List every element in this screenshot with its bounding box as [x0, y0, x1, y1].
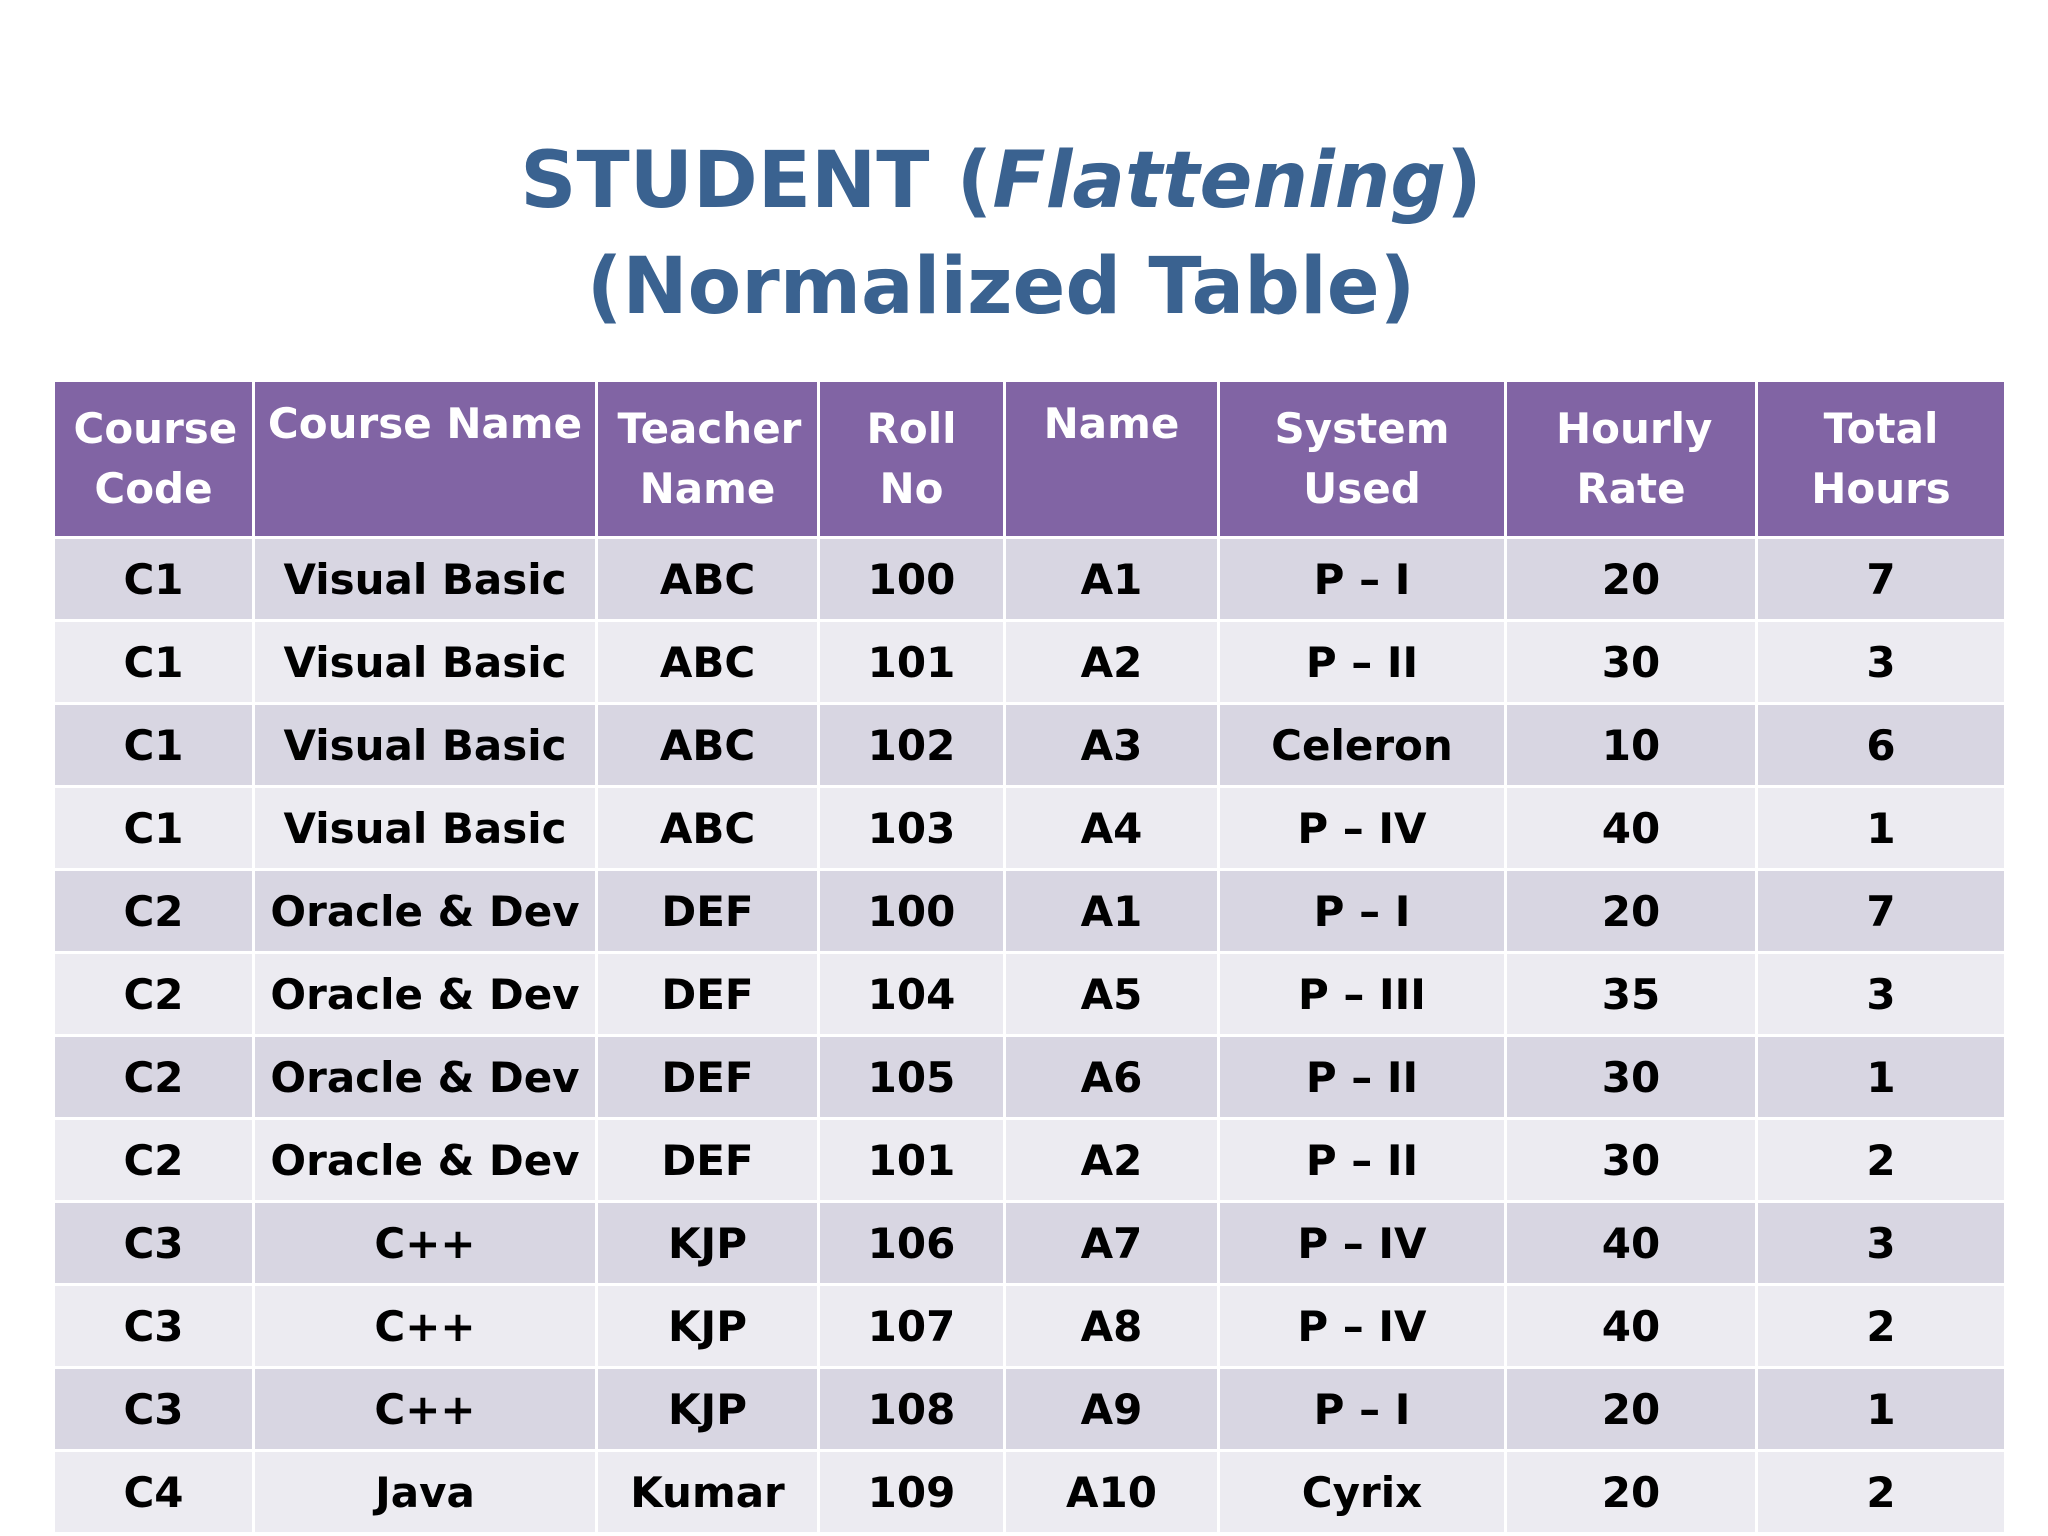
cell-course-name: Oracle & Dev	[254, 1119, 597, 1202]
cell-course-code: C2	[54, 870, 254, 953]
cell-name: A7	[1005, 1202, 1219, 1285]
cell-hourly-rate: 10	[1506, 704, 1757, 787]
cell-teacher-name: ABC	[597, 787, 819, 870]
cell-name: A8	[1005, 1285, 1219, 1368]
cell-course-name: Visual Basic	[254, 704, 597, 787]
cell-system-used: P – II	[1219, 1036, 1506, 1119]
header-course-name: Course Name	[254, 381, 597, 538]
cell-course-name: Java	[254, 1451, 597, 1534]
cell-roll-no: 101	[819, 1119, 1005, 1202]
cell-course-code: C4	[54, 1451, 254, 1534]
table-row	[54, 621, 2006, 704]
cell-name: A9	[1005, 1368, 1219, 1451]
table-row	[54, 1119, 2006, 1202]
table-row	[54, 787, 2006, 870]
cell-name: A4	[1005, 787, 1219, 870]
cell-course-name: Oracle & Dev	[254, 953, 597, 1036]
table-row	[54, 1285, 2006, 1368]
title-prefix: STUDENT (	[520, 136, 993, 226]
table-row	[54, 1036, 2006, 1119]
cell-roll-no: 102	[819, 704, 1005, 787]
cell-roll-no: 100	[819, 538, 1005, 621]
cell-course-name: C++	[254, 1368, 597, 1451]
cell-course-code: C1	[54, 621, 254, 704]
cell-name: A6	[1005, 1036, 1219, 1119]
cell-hourly-rate: 35	[1506, 953, 1757, 1036]
cell-total-hours: 3	[1757, 621, 2006, 704]
cell-system-used: P – I	[1219, 1368, 1506, 1451]
cell-course-name: Visual Basic	[254, 787, 597, 870]
cell-teacher-name: ABC	[597, 621, 819, 704]
cell-total-hours: 6	[1757, 704, 2006, 787]
cell-hourly-rate: 20	[1506, 1451, 1757, 1534]
title-suffix: )	[1446, 136, 1482, 226]
cell-total-hours: 3	[1757, 953, 2006, 1036]
table-row	[54, 704, 2006, 787]
cell-hourly-rate: 20	[1506, 538, 1757, 621]
cell-course-name: Visual Basic	[254, 621, 597, 704]
cell-name: A10	[1005, 1451, 1219, 1534]
slide-title	[0, 128, 2002, 340]
cell-system-used: P – IV	[1219, 787, 1506, 870]
cell-system-used: P – I	[1219, 538, 1506, 621]
cell-course-name: C++	[254, 1285, 597, 1368]
cell-teacher-name: DEF	[597, 870, 819, 953]
cell-roll-no: 109	[819, 1451, 1005, 1534]
cell-roll-no: 104	[819, 953, 1005, 1036]
cell-teacher-name: ABC	[597, 538, 819, 621]
cell-total-hours: 2	[1757, 1119, 2006, 1202]
table-row	[54, 1368, 2006, 1451]
header-total-hours: Total Hours	[1757, 381, 2006, 538]
cell-roll-no: 100	[819, 870, 1005, 953]
cell-total-hours: 7	[1757, 538, 2006, 621]
cell-total-hours: 3	[1757, 1202, 2006, 1285]
cell-hourly-rate: 30	[1506, 621, 1757, 704]
cell-hourly-rate: 40	[1506, 787, 1757, 870]
cell-teacher-name: KJP	[597, 1368, 819, 1451]
cell-name: A5	[1005, 953, 1219, 1036]
cell-teacher-name: KJP	[597, 1202, 819, 1285]
title-italic-word: Flattening	[992, 136, 1447, 226]
cell-roll-no: 101	[819, 621, 1005, 704]
table-row	[54, 953, 2006, 1036]
cell-teacher-name: DEF	[597, 1119, 819, 1202]
cell-system-used: P – II	[1219, 1119, 1506, 1202]
header-roll-no: Roll No	[819, 381, 1005, 538]
cell-system-used: P – IV	[1219, 1285, 1506, 1368]
cell-course-name: Oracle & Dev	[254, 870, 597, 953]
cell-course-code: C2	[54, 1036, 254, 1119]
cell-system-used: P – I	[1219, 870, 1506, 953]
cell-course-code: C3	[54, 1368, 254, 1451]
cell-course-name: Oracle & Dev	[254, 1036, 597, 1119]
cell-teacher-name: DEF	[597, 1036, 819, 1119]
cell-teacher-name: DEF	[597, 953, 819, 1036]
table-header-row	[54, 381, 2006, 538]
cell-roll-no: 103	[819, 787, 1005, 870]
cell-name: A1	[1005, 870, 1219, 953]
header-hourly-rate: Hourly Rate	[1506, 381, 1757, 538]
cell-course-code: C2	[54, 1119, 254, 1202]
cell-hourly-rate: 20	[1506, 870, 1757, 953]
cell-total-hours: 7	[1757, 870, 2006, 953]
header-name: Name	[1005, 381, 1219, 538]
header-course-code: Course Code	[54, 381, 254, 538]
header-system-used: System Used	[1219, 381, 1506, 538]
cell-name: A1	[1005, 538, 1219, 621]
title-line-2: (Normalized Table)	[586, 242, 1416, 332]
cell-name: A2	[1005, 1119, 1219, 1202]
cell-hourly-rate: 20	[1506, 1368, 1757, 1451]
cell-teacher-name: Kumar	[597, 1451, 819, 1534]
cell-system-used: P – II	[1219, 621, 1506, 704]
table-row	[54, 1202, 2006, 1285]
cell-course-code: C1	[54, 787, 254, 870]
cell-hourly-rate: 40	[1506, 1202, 1757, 1285]
cell-course-name: Visual Basic	[254, 538, 597, 621]
student-table	[52, 379, 2007, 1535]
cell-teacher-name: ABC	[597, 704, 819, 787]
cell-total-hours: 1	[1757, 787, 2006, 870]
cell-system-used: Cyrix	[1219, 1451, 1506, 1534]
title-line-1	[0, 128, 2002, 234]
cell-roll-no: 108	[819, 1368, 1005, 1451]
cell-total-hours: 2	[1757, 1285, 2006, 1368]
cell-roll-no: 106	[819, 1202, 1005, 1285]
cell-course-code: C3	[54, 1285, 254, 1368]
cell-total-hours: 1	[1757, 1368, 2006, 1451]
cell-roll-no: 105	[819, 1036, 1005, 1119]
cell-name: A2	[1005, 621, 1219, 704]
cell-system-used: P – III	[1219, 953, 1506, 1036]
cell-total-hours: 1	[1757, 1036, 2006, 1119]
cell-system-used: P – IV	[1219, 1202, 1506, 1285]
cell-course-name: C++	[254, 1202, 597, 1285]
cell-roll-no: 107	[819, 1285, 1005, 1368]
cell-system-used: Celeron	[1219, 704, 1506, 787]
cell-course-code: C1	[54, 538, 254, 621]
header-teacher-name: Teacher Name	[597, 381, 819, 538]
cell-hourly-rate: 30	[1506, 1119, 1757, 1202]
cell-name: A3	[1005, 704, 1219, 787]
table-row	[54, 870, 2006, 953]
table-row	[54, 538, 2006, 621]
cell-course-code: C1	[54, 704, 254, 787]
cell-total-hours: 2	[1757, 1451, 2006, 1534]
cell-course-code: C2	[54, 953, 254, 1036]
cell-hourly-rate: 40	[1506, 1285, 1757, 1368]
cell-hourly-rate: 30	[1506, 1036, 1757, 1119]
cell-teacher-name: KJP	[597, 1285, 819, 1368]
table-row	[54, 1451, 2006, 1534]
cell-course-code: C3	[54, 1202, 254, 1285]
